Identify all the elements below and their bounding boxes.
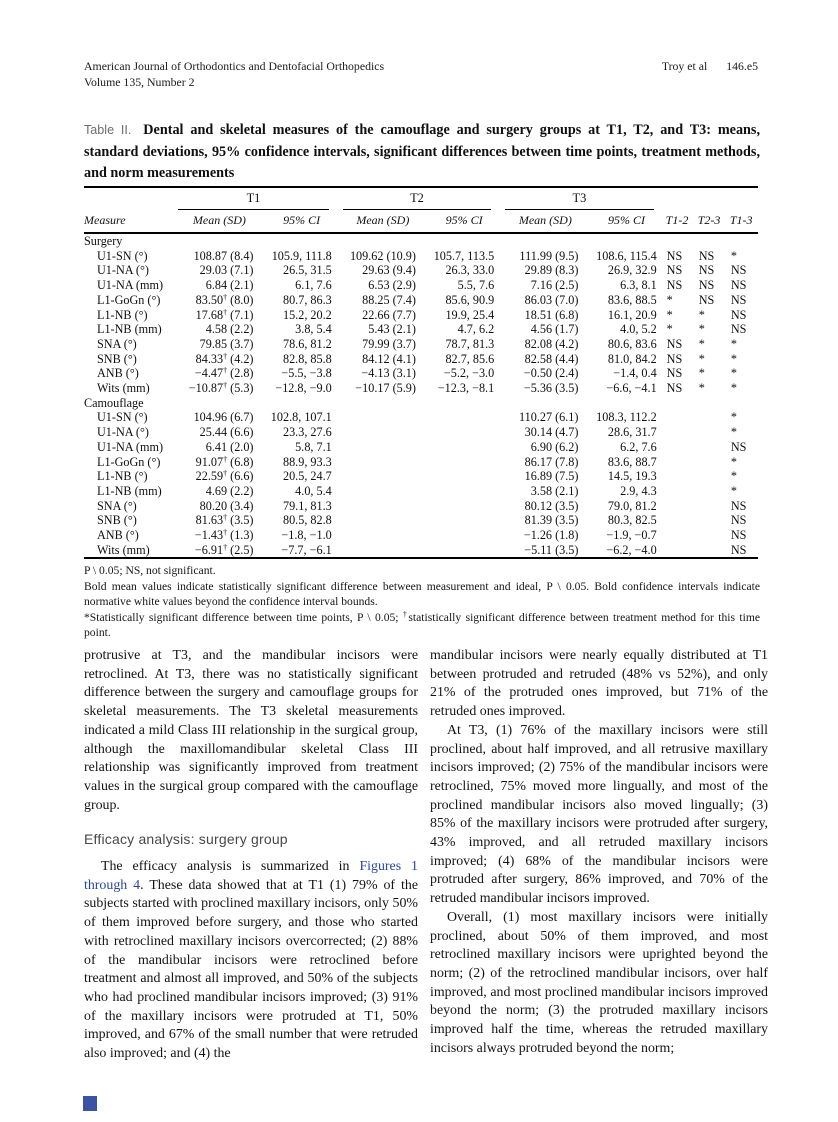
measure-cell: Wits (mm) [97, 542, 150, 557]
value-cell [341, 455, 425, 470]
value-cell: 26.3, 33.0 [445, 263, 495, 278]
table-caption-text: Dental and skeletal measures of the camouflage and surgery groups at T1, T2, and T3: means, standard deviations, 95% confidence intervals, significant differences between time points, treatment methods, and norm measurements [84, 122, 761, 181]
value-cell: 102.8, 107.1 [270, 410, 332, 425]
dagger-marker: † [223, 528, 228, 538]
section-label: Surgery [84, 234, 123, 248]
table-row [84, 499, 758, 514]
value-cell: NS [730, 307, 747, 322]
value-cell [666, 543, 698, 559]
value-cell: 18.51 (6.8) [524, 307, 579, 322]
value-cell: 82.08 (4.2) [524, 336, 579, 351]
value-cell: 5.8, 7.1 [295, 439, 332, 454]
col-header-measure: Measure [84, 210, 176, 233]
value-cell: 88.25 (7.4) [362, 292, 416, 307]
table-group-header-row [84, 187, 758, 210]
value-cell: 6.53 (2.9) [368, 278, 416, 293]
measure-cell: Wits (mm) [97, 381, 150, 396]
measure-cell: SNB (°) [97, 513, 137, 528]
value-cell: 6.84 (2.1) [205, 278, 254, 293]
value-cell: 86.03 (7.0) [524, 292, 579, 307]
table-row [84, 263, 758, 278]
table-row [84, 484, 758, 499]
value-cell [698, 440, 730, 455]
measure-cell: U1-NA (mm) [97, 278, 164, 293]
table-section-row [84, 233, 758, 249]
value-cell: −12.8, −9.0 [275, 381, 332, 396]
value-cell: 108.3, 112.2 [596, 410, 657, 425]
value-cell: 29.63 (9.4) [362, 263, 416, 278]
value-cell: 22.66 (7.7) [362, 307, 416, 322]
text-column-left [84, 647, 418, 1064]
value-cell: * [698, 322, 705, 337]
measure-cell: SNB (°) [97, 351, 137, 366]
running-author: Troy et al [661, 59, 708, 73]
measure-cell: U1-NA (°) [97, 425, 149, 440]
value-cell: NS [730, 513, 747, 528]
value-cell: 16.1, 20.9 [607, 307, 657, 322]
value-cell: 82.58 (4.4) [524, 351, 579, 366]
value-cell [666, 484, 698, 499]
dagger-marker: † [223, 292, 228, 302]
value-cell: * [730, 381, 737, 396]
dagger-marker: † [223, 542, 228, 552]
value-cell [698, 425, 730, 440]
value-cell: −0.50 (2.4) [523, 366, 579, 381]
value-cell: −7.7, −6.1 [281, 542, 332, 557]
paragraph-continuation: protrusive at T3, and the mandibular incisors were retroclined. At T3, there was no statistically significant difference between the surgery and camouflage groups for skeletal measurements. The T3 skeletal measurements indicated a mild Class III relationship in the surgical group, although the maxillomandibular skeletal Class III relationship was significantly improved from treatment values in the surgical group compared with the camouflage group. [84, 648, 418, 813]
value-cell [425, 425, 503, 440]
value-cell [341, 528, 425, 543]
value-cell [425, 513, 503, 528]
value-cell: NS [698, 263, 715, 278]
table-row [84, 337, 758, 352]
section-label: Camouflage [84, 395, 144, 410]
value-cell: 82.7, 85.6 [445, 351, 495, 366]
table-row [84, 513, 758, 528]
value-cell: * [730, 425, 737, 440]
measure-cell: U1-NA (°) [97, 263, 149, 278]
col-header-t1-2: T1-2 [666, 210, 698, 233]
value-cell: 22.59† (6.6) [195, 469, 254, 484]
value-cell: NS [730, 498, 747, 513]
measure-cell: L1-NB (°) [97, 469, 148, 484]
paragraph-at-t3: At T3, (1) 76% of the maxillary incisors were still proclined, about half improved, and all retrusive maxillary incisors improved; (2) 75% of the mandibular incisors were retroclined, 75% moved more lingually, and most of the proclined mandibular incisors also moved lingually; (3) 85% of the maxillary incisors were protruded after surgery, 43% improved, and all retruded maxillary incisors improved; (4) 68% of the mandibular incisors were protruded after surgery, 86% improved, and 70% of the retruded mandibular incisors improved. [430, 722, 768, 907]
value-cell: * [730, 454, 737, 469]
value-cell: 79.1, 81.3 [282, 498, 332, 513]
footnote: *Statistically significant difference between time points, P \ 0.05; †statistically significant difference between treatment method for this time point. [84, 609, 761, 640]
value-cell: 25.44 (6.6) [199, 425, 254, 440]
value-cell: 4.7, 6.2 [457, 322, 495, 337]
table-section-row [84, 396, 758, 411]
text-run: The efficacy analysis is summarized in [101, 859, 360, 875]
value-cell [698, 484, 730, 499]
value-cell: * [666, 322, 673, 337]
value-cell: NS [730, 263, 747, 278]
value-cell: 85.6, 90.9 [445, 292, 495, 307]
measure-cell: SNA (°) [97, 336, 137, 351]
col-header-t2-3: T2-3 [698, 210, 730, 233]
value-cell: −5.5, −3.8 [281, 366, 332, 381]
dagger-marker: † [223, 366, 228, 376]
value-cell: −1.9, −0.7 [606, 528, 657, 543]
value-cell [666, 528, 698, 543]
value-cell: 3.8, 5.4 [295, 322, 332, 337]
value-cell: 6.90 (6.2) [530, 439, 579, 454]
value-cell: 81.0, 84.2 [607, 351, 657, 366]
dagger-marker: † [223, 513, 228, 523]
running-head-right [646, 58, 758, 90]
value-cell: * [730, 351, 737, 366]
value-cell [425, 499, 503, 514]
value-cell: −6.91† (2.5) [194, 542, 254, 557]
table-body [84, 233, 758, 558]
value-cell: * [730, 483, 737, 498]
value-cell: 105.7, 113.5 [433, 248, 495, 263]
table-row [84, 249, 758, 264]
table-caption [84, 120, 760, 185]
value-cell: NS [666, 263, 683, 278]
col-header-ci-t3: 95% CI [587, 210, 665, 233]
measure-cell: U1-NA (mm) [97, 439, 164, 454]
col-header-mean-t1: Mean (SD) [176, 210, 262, 233]
value-cell [666, 440, 698, 455]
value-cell: 4.58 (2.2) [205, 322, 254, 337]
value-cell: * [730, 366, 737, 381]
value-cell: * [698, 307, 705, 322]
col-header-mean-t2: Mean (SD) [341, 210, 425, 233]
value-cell: 80.12 (3.5) [524, 498, 579, 513]
value-cell: −5.36 (3.5) [523, 381, 579, 396]
value-cell [341, 543, 425, 559]
page-corner-marker [83, 1096, 97, 1111]
value-cell: −5.2, −3.0 [443, 366, 495, 381]
table-row [84, 278, 758, 293]
value-cell: −4.13 (3.1) [361, 366, 416, 381]
value-cell: 14.5, 19.3 [607, 469, 657, 484]
value-cell: 79.85 (3.7) [199, 336, 254, 351]
value-cell: * [666, 307, 673, 322]
value-cell: 78.6, 81.2 [282, 336, 332, 351]
value-cell [698, 499, 730, 514]
measure-cell: U1-SN (°) [97, 248, 148, 263]
value-cell: 80.20 (3.4) [199, 498, 254, 513]
value-cell: NS [730, 278, 747, 293]
value-cell: 80.7, 86.3 [282, 292, 332, 307]
table-row [84, 352, 758, 367]
value-cell: NS [666, 248, 683, 263]
value-cell: 81.63† (3.5) [195, 513, 254, 528]
value-cell: * [666, 292, 673, 307]
value-cell: 16.89 (7.5) [524, 469, 579, 484]
col-header-mean-t3: Mean (SD) [503, 210, 587, 233]
value-cell: 5.5, 7.6 [457, 278, 495, 293]
text-column-right [430, 647, 768, 1058]
value-cell: 30.14 (4.7) [524, 425, 579, 440]
value-cell: * [698, 381, 705, 396]
value-cell [341, 499, 425, 514]
running-head-left [84, 58, 384, 90]
footnote: Bold mean values indicate statistically significant difference between measurement and ideal, P \ 0.05. Bold confidence intervals indicate normative white values beyond the confidence interval bounds. [84, 579, 760, 609]
journal-title: American Journal of Orthodontics and Dentofacial Orthopedics [84, 59, 385, 73]
measure-cell: ANB (°) [97, 528, 139, 543]
value-cell [698, 513, 730, 528]
group-header-t1: T1 [178, 191, 328, 210]
value-cell [341, 440, 425, 455]
dagger-marker: † [223, 381, 228, 391]
value-cell: 105.9, 111.8 [271, 248, 332, 263]
col-header-ci-t1: 95% CI [263, 210, 341, 233]
value-cell: * [698, 336, 705, 351]
value-cell: 83.6, 88.7 [607, 454, 657, 469]
value-cell: * [730, 410, 737, 425]
figures-link[interactable]: Figures 1 through 4 [84, 859, 418, 893]
group-header-t2: T2 [343, 191, 491, 210]
value-cell: 19.9, 25.4 [445, 307, 495, 322]
value-cell: 29.89 (8.3) [524, 263, 579, 278]
value-cell: 4.56 (1.7) [530, 322, 579, 337]
value-cell: NS [666, 278, 683, 293]
data-table [84, 186, 758, 559]
value-cell: 17.68† (7.1) [195, 307, 254, 322]
measure-cell: L1-GoGn (°) [97, 292, 161, 307]
value-cell: NS [666, 381, 683, 396]
value-cell [666, 499, 698, 514]
value-cell: 15.2, 20.2 [282, 307, 332, 322]
value-cell: −1.4, 0.4 [613, 366, 657, 381]
value-cell: NS [698, 248, 715, 263]
value-cell: NS [730, 542, 747, 557]
measure-cell: L1-NB (°) [97, 307, 148, 322]
value-cell: 7.16 (2.5) [530, 278, 579, 293]
dagger-marker: † [223, 307, 228, 317]
value-cell: 4.69 (2.2) [205, 483, 254, 498]
value-cell: 111.99 (9.5) [519, 248, 579, 263]
value-cell: 23.3, 27.6 [282, 425, 332, 440]
paragraph-overall: Overall, (1) most maxillary incisors were initially proclined, about 50% of them improved, and most retroclined maxillary incisors were uprighted beyond the norm; (2) of the retroclined mandibular incisors, over half improved, and most proclined mandibular incisors improved beyond the norm; (3) the protruded maxillary incisors improved half the time, whereas the retruded maxillary incisors always protruded beyond the norm; [430, 909, 768, 1056]
value-cell [666, 513, 698, 528]
value-cell: 4.0, 5.4 [295, 483, 332, 498]
table-row [84, 455, 758, 470]
table-footnotes [84, 563, 760, 641]
value-cell: −10.17 (5.9) [355, 381, 416, 396]
value-cell [666, 410, 698, 425]
value-cell [698, 410, 730, 425]
value-cell [341, 425, 425, 440]
table-row [84, 322, 758, 337]
value-cell: −10.87† (5.3) [188, 381, 254, 396]
table-row [84, 366, 758, 381]
measure-cell: L1-NB (mm) [97, 483, 162, 498]
value-cell: NS [698, 278, 715, 293]
value-cell: 80.5, 82.8 [282, 513, 332, 528]
value-cell: 20.5, 24.7 [282, 469, 332, 484]
col-header-t1-3: T1-3 [730, 210, 758, 233]
value-cell: 91.07† (6.8) [195, 454, 254, 469]
value-cell: NS [666, 366, 683, 381]
value-cell: −1.43† (1.3) [194, 528, 254, 543]
table-label: Table II. [84, 123, 132, 137]
value-cell: 78.7, 81.3 [445, 336, 495, 351]
value-cell: 84.12 (4.1) [362, 351, 416, 366]
value-cell [666, 455, 698, 470]
value-cell: −5.11 (3.5) [524, 542, 579, 557]
value-cell [425, 528, 503, 543]
value-cell: −1.26 (1.8) [523, 528, 579, 543]
dagger-marker: † [223, 469, 228, 479]
value-cell: −1.8, −1.0 [281, 528, 332, 543]
value-cell [341, 469, 425, 484]
value-cell: 108.87 (8.4) [193, 248, 254, 263]
value-cell: −6.2, −4.0 [606, 542, 657, 557]
value-cell [425, 440, 503, 455]
measure-cell: U1-SN (°) [97, 410, 148, 425]
value-cell: 5.43 (2.1) [368, 322, 416, 337]
value-cell: * [730, 469, 737, 484]
paragraph-continuation: mandibular incisors were nearly equally distributed at T1 between protruded and retruded (48% vs 52%), and only 21% of the protruded ones improved, but 71% of the retruded ones improved. [430, 648, 768, 720]
value-cell [698, 528, 730, 543]
text-run: . These data showed that at T1 (1) 79% of the subjects started with proclined maxillary incisors, only 50% of them improved before surgery, and those who started with retroclined maxillary incisors overcorrected; (2) 88% of the mandibular incisors were retroclined before treatment and almost all improved, and 50% of the subjects who had proclined mandibular incisors improved; (3) 91% of the maxillary incisors were protruded at T1, 50% improved, and 67% of the small number that were retruded also improved; and (4) the [84, 877, 418, 1062]
running-head [84, 58, 758, 90]
value-cell: NS [698, 292, 715, 307]
page-number: 146.e5 [726, 59, 758, 73]
value-cell [666, 469, 698, 484]
value-cell [425, 455, 503, 470]
dagger-marker: † [223, 351, 228, 361]
value-cell: * [698, 366, 705, 381]
col-header-ci-t2: 95% CI [425, 210, 503, 233]
value-cell [698, 543, 730, 559]
value-cell: 83.50† (8.0) [195, 292, 254, 307]
section-heading: Efficacy analysis: surgery group [84, 831, 288, 848]
value-cell: 3.58 (2.1) [530, 483, 579, 498]
value-cell: 104.96 (6.7) [193, 410, 254, 425]
value-cell [341, 410, 425, 425]
value-cell: −4.47† (2.8) [194, 366, 254, 381]
value-cell: −12.3, −8.1 [437, 381, 495, 396]
value-cell: NS [730, 528, 747, 543]
value-cell [341, 513, 425, 528]
table-row [84, 293, 758, 308]
value-cell [341, 484, 425, 499]
value-cell: 79.99 (3.7) [362, 336, 416, 351]
table-row [84, 425, 758, 440]
group-header-t3: T3 [505, 191, 653, 210]
journal-issue: Volume 135, Number 2 [84, 75, 195, 89]
value-cell: 86.17 (7.8) [524, 454, 579, 469]
value-cell [666, 425, 698, 440]
paragraph-efficacy [84, 858, 418, 1064]
value-cell: 6.3, 8.1 [620, 278, 657, 293]
value-cell: 28.6, 31.7 [607, 425, 657, 440]
value-cell [698, 455, 730, 470]
value-cell: * [730, 336, 737, 351]
value-cell: NS [666, 336, 683, 351]
table-column-header-row [84, 210, 758, 233]
table-row [84, 308, 758, 323]
value-cell: NS [666, 351, 683, 366]
value-cell: 6.2, 7.6 [620, 439, 657, 454]
value-cell: 26.9, 32.9 [607, 263, 657, 278]
value-cell: * [730, 248, 737, 263]
value-cell: 29.03 (7.1) [199, 263, 254, 278]
table-row [84, 469, 758, 484]
dagger-marker: † [402, 609, 409, 619]
table-row [84, 440, 758, 455]
value-cell: 79.0, 81.2 [607, 498, 657, 513]
value-cell: 80.6, 83.6 [607, 336, 657, 351]
value-cell [425, 543, 503, 559]
value-cell: 81.39 (3.5) [524, 513, 579, 528]
value-cell [698, 469, 730, 484]
value-cell: * [698, 351, 705, 366]
value-cell: NS [730, 439, 747, 454]
value-cell: 108.6, 115.4 [596, 248, 657, 263]
value-cell: −6.6, −4.1 [606, 381, 657, 396]
value-cell: 6.41 (2.0) [205, 439, 254, 454]
value-cell: 88.9, 93.3 [282, 454, 332, 469]
value-cell: NS [730, 322, 747, 337]
value-cell: 6.1, 7.6 [295, 278, 332, 293]
value-cell: 110.27 (6.1) [518, 410, 579, 425]
value-cell: 80.3, 82.5 [607, 513, 657, 528]
table-row [84, 381, 758, 396]
value-cell [425, 410, 503, 425]
measure-cell: L1-NB (mm) [97, 322, 162, 337]
value-cell: 4.0, 5.2 [620, 322, 657, 337]
table-row [84, 528, 758, 543]
measure-cell: ANB (°) [97, 366, 139, 381]
value-cell: 82.8, 85.8 [282, 351, 332, 366]
value-cell: 109.62 (10.9) [349, 248, 416, 263]
value-cell [425, 469, 503, 484]
value-cell: 84.33† (4.2) [195, 351, 254, 366]
value-cell [425, 484, 503, 499]
footnote: P \ 0.05; NS, not significant. [84, 564, 216, 577]
value-cell: 26.5, 31.5 [282, 263, 332, 278]
dagger-marker: † [223, 454, 228, 464]
table-row [84, 410, 758, 425]
value-cell: NS [730, 292, 747, 307]
measure-cell: SNA (°) [97, 498, 137, 513]
table-row [84, 543, 758, 559]
value-cell: 83.6, 88.5 [607, 292, 657, 307]
value-cell: 2.9, 4.3 [620, 483, 657, 498]
measure-cell: L1-GoGn (°) [97, 454, 161, 469]
